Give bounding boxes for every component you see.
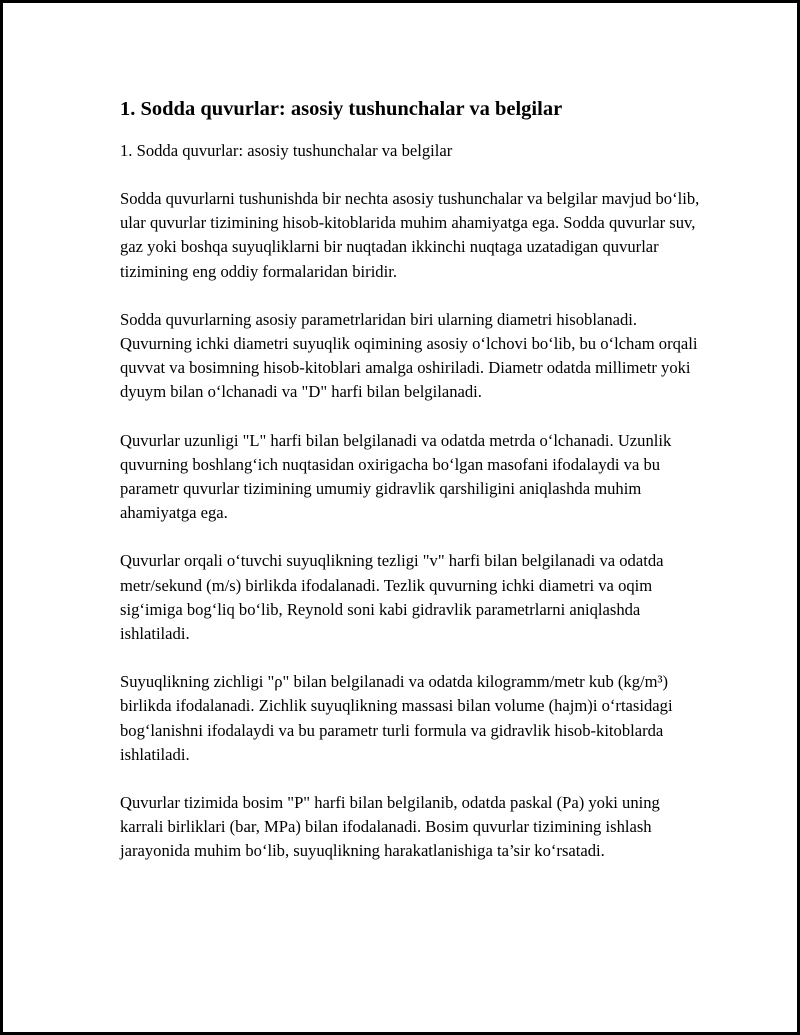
paragraph-velocity: Quvurlar orqali o‘tuvchi suyuqlikning tezligi "v" harfi bilan belgilanadi va odatda metr/sekund (m/s) birlikda ifodalanadi. Tezlik quvurning ichki diametri va oqim sig‘imiga bog‘liq bo‘lib, Reynold soni kabi gidravlik parametrlarni aniqlashda ishlatiladi. (120, 551, 664, 644)
paragraph-diameter: Sodda quvurlarning asosiy parametrlaridan biri ularning diametri hisoblanadi. Quvurning ichki diametri suyuqlik oqimining asosiy o‘lchovi bo‘lib, bu o‘lcham orqali quvvat va bosimning hisob-kitoblari amalga oshiriladi. Diametr odatda millimetr yoki dyuym bilan o‘lchanadi va "D" harfi bilan belgilanadi. (120, 309, 698, 402)
document-subtitle: 1. Sodda quvurlar: asosiy tushunchalar va belgilar (120, 141, 453, 160)
paragraph-density: Suyuqlikning zichligi "ρ" bilan belgilanadi va odatda kilogramm/metr kub (kg/m³) birlikda ifodalanadi. Zichlik suyuqlikning massasi bilan volume (hajm)i o‘rtasidagi bog‘lanishni ifodalaydi va bu parametr turli formula va gidravlik hisob-kitoblarda ishlatiladi. (120, 672, 673, 764)
paragraph-pressure: Quvurlar tizimida bosim "P" harfi bilan belgilanib, odatda paskal (Pa) yoki uning karrali birliklari (bar, MPa) bilan ifodalanadi. Bosim quvurlar tizimining ishlash jarayonida muhim bo‘lib, suyuqlikning harakatlanishiga ta’sir ko‘rsatadi. (120, 793, 660, 861)
document-title: 1. Sodda quvurlar: asosiy tushunchalar va belgilar (120, 98, 563, 120)
paragraph-length: Quvurlar uzunligi "L" harfi bilan belgilanadi va odatda metrda o‘lchanadi. Uzunlik quvurning boshlang‘ich nuqtasidan oxirigacha bo‘lgan masofani ifodalaydi va bu parametr quvurlar tizimining umumiy gidravlik qarshiligini aniqlashda muhim ahamiyatga ega. (120, 430, 672, 523)
document-content (120, 95, 700, 864)
paragraph-intro: Sodda quvurlarni tushunishda bir nechta asosiy tushunchalar va belgilar mavjud bo‘lib, ular quvurlar tizimining hisob-kitoblarida muhim ahamiyatga ega. Sodda quvurlar suv, gaz yoki boshqa suyuqliklarni bir nuqtadan ikkinchi nuqtaga uzatadigan quvurlar tizimining eng oddiy formalaridan biridir. (120, 189, 700, 281)
